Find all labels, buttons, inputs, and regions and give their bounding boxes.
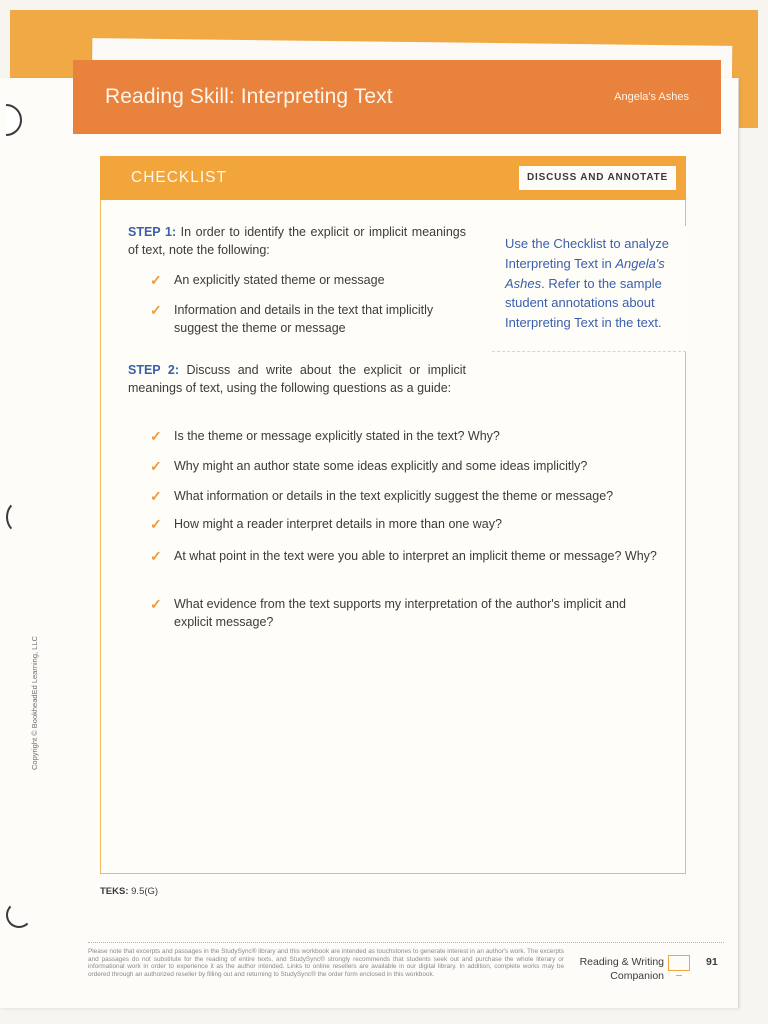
step-1-text: In order to identify the explicit or implicit meanings of text, note the following: (128, 225, 466, 257)
teks-standard (100, 886, 158, 897)
checkmark-icon: ✓ (150, 596, 162, 612)
text-title: Angela's Ashes (614, 91, 689, 103)
book-title-line-2: Companion (610, 969, 664, 982)
teks-value: 9.5(G) (131, 886, 159, 897)
teks-label: TEKS: (100, 886, 129, 897)
discuss-and-annotate-button[interactable]: DISCUSS AND ANNOTATE (519, 166, 676, 190)
list-item-text: At what point in the text were you able to interpret an implicit theme or message? Why? (174, 549, 657, 563)
checklist-header (100, 156, 686, 200)
footer-divider (88, 942, 724, 943)
monitor-icon (668, 955, 690, 971)
binder-hole-middle (6, 500, 36, 534)
list-item-text: Why might an author state some ideas explicitly and some ideas implicitly? (174, 459, 588, 473)
binder-hole-bottom (6, 902, 32, 928)
checkmark-icon: ✓ (150, 302, 162, 318)
step-2-text: Discuss and write about the explicit or implicit meanings of text, using the following questions as a guide: (128, 363, 466, 395)
checkmark-icon: ✓ (150, 272, 162, 288)
checkmark-icon: ✓ (150, 548, 162, 564)
title-banner (73, 60, 721, 134)
checkmark-icon: ✓ (150, 458, 162, 474)
book-title (572, 956, 664, 983)
checkmark-icon: ✓ (150, 428, 162, 444)
list-item (150, 458, 650, 476)
checkmark-icon: ✓ (150, 488, 162, 504)
list-item-text: What information or details in the text explicitly suggest the theme or message? (174, 489, 614, 503)
side-note-text: Use the Checklist to analyze Interpreting Text in (505, 236, 670, 271)
side-note-text: . Refer to the sample student annotations about Interpreting Text in the text. (505, 275, 662, 331)
list-item (150, 596, 660, 631)
list-item-text: An explicitly stated theme or message (174, 273, 385, 287)
list-item (150, 428, 650, 446)
list-item (150, 272, 430, 290)
side-note-title: Angela's Ashes (505, 255, 665, 291)
list-item (150, 548, 660, 566)
page-number: 91 (706, 956, 718, 968)
list-item-text: How might a reader interpret details in more than one way? (174, 517, 502, 531)
step-1-label: STEP 1: (128, 225, 177, 239)
checkmark-icon: ✓ (150, 516, 162, 532)
step-2 (128, 362, 466, 397)
book-title-line-1: Reading & Writing (579, 956, 664, 968)
copyright-notice: Copyright © BookheadEd Learning, LLC (30, 636, 39, 770)
list-item-text: Information and details in the text that implicitly suggest the theme or message (174, 303, 434, 335)
list-item (150, 302, 466, 337)
footer-notice: Please note that excerpts and passages in the StudySync® library and this workbook are intended as touchstones to generate interest in an author's work. The excerpts and passages do not substitute for the reading of entire texts, and StudySync® strongly recommends that students seek out and purchase the whole literary or informational work in order to experience it as the author intended. Links to online resellers are available in our digital library. In addition, complete works may be ordered through an authorized reseller by filling out and returning to StudySync® the order form enclosed in this workbook. (88, 948, 564, 978)
list-item-text: What evidence from the text supports my interpretation of the author's implicit and explicit message? (174, 597, 626, 629)
page-title: Reading Skill: Interpreting Text (105, 85, 393, 108)
list-item-text: Is the theme or message explicitly stated in the text? Why? (174, 429, 500, 443)
list-item (150, 516, 650, 534)
step-1 (128, 224, 466, 259)
checklist-label: CHECKLIST (131, 169, 227, 186)
step-2-label: STEP 2: (128, 363, 180, 377)
list-item (150, 488, 660, 506)
side-note (492, 226, 686, 352)
